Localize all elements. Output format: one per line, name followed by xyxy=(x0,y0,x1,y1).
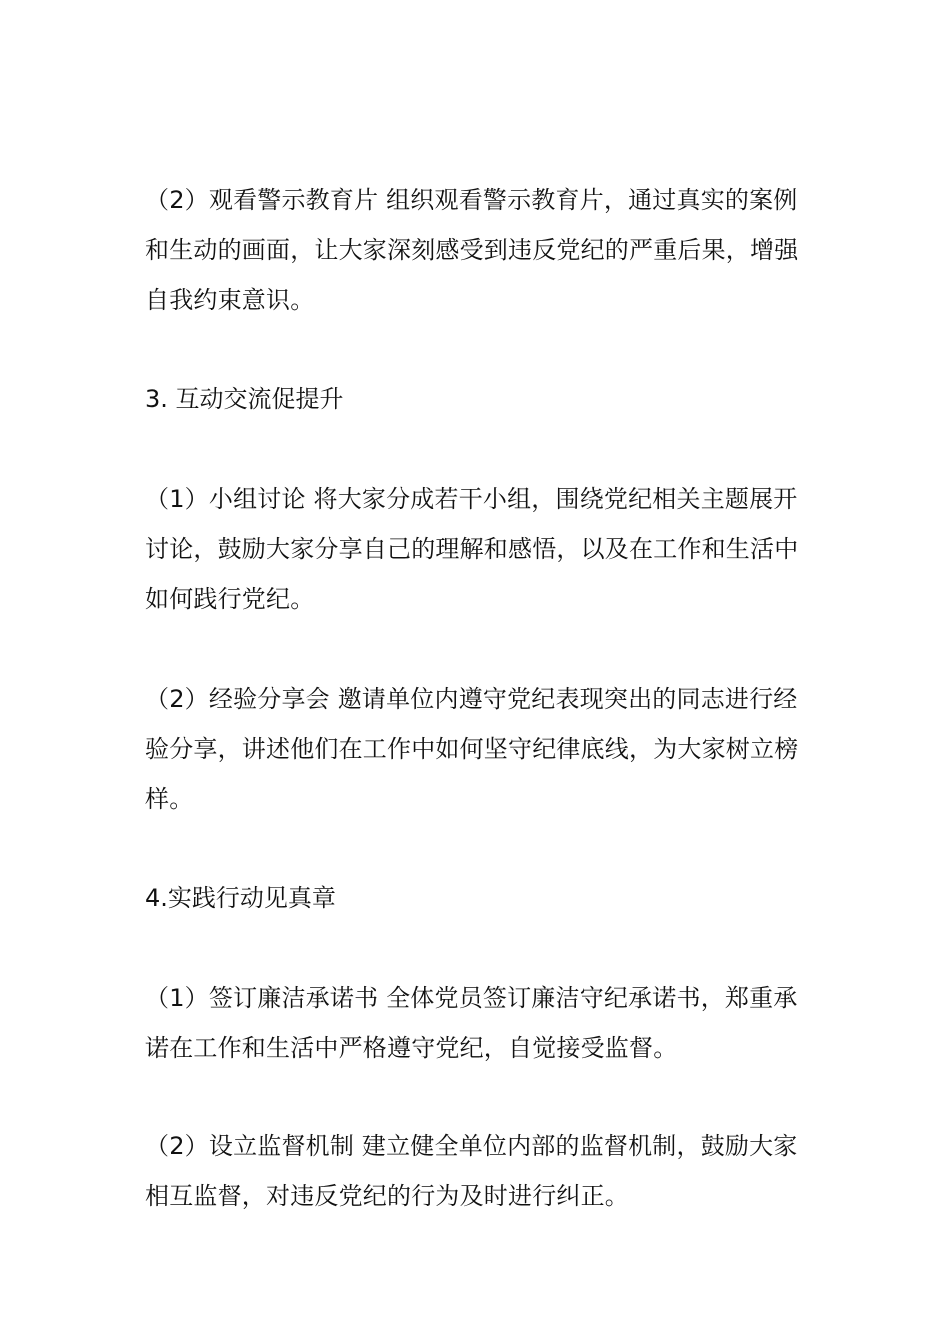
paragraph-line: （1）小组讨论 将大家分成若干小组，围绕党纪相关主题展开 xyxy=(145,485,798,513)
paragraph-line: 验分享，讲述他们在工作中如何坚守纪律底线，为大家树立榜 xyxy=(145,735,799,763)
paragraph-line: 自我约束意识。 xyxy=(145,286,315,314)
paragraph-line: （2）经验分享会 邀请单位内遵守党纪表现突出的同志进行经 xyxy=(145,685,798,713)
paragraph-watch-warning-film xyxy=(145,175,810,325)
paragraph-line: 如何践行党纪。 xyxy=(145,585,315,613)
paragraph-line: 和生动的画面，让大家深刻感受到违反党纪的严重后果，增强 xyxy=(145,236,799,264)
paragraph-supervision-mechanism xyxy=(145,1121,810,1221)
paragraph-line: （1）签订廉洁承诺书 全体党员签订廉洁守纪承诺书，郑重承 xyxy=(145,984,798,1012)
paragraph-line: 诺在工作和生活中严格遵守党纪，自觉接受监督。 xyxy=(145,1034,678,1062)
paragraph-integrity-pledge xyxy=(145,973,810,1073)
section-heading-interactive-exchange: 3. 互动交流促提升 xyxy=(145,385,344,413)
paragraph-line: （2）设立监督机制 建立健全单位内部的监督机制，鼓励大家 xyxy=(145,1132,798,1160)
paragraph-experience-sharing xyxy=(145,674,810,824)
paragraph-line: 相互监督，对违反党纪的行为及时进行纠正。 xyxy=(145,1182,629,1210)
paragraph-group-discussion xyxy=(145,474,810,624)
section-heading-practical-action: 4.实践行动见真章 xyxy=(145,884,336,912)
paragraph-line: 样。 xyxy=(145,785,194,813)
paragraph-line: 讨论，鼓励大家分享自己的理解和感悟，以及在工作和生活中 xyxy=(145,535,799,563)
paragraph-line: （2）观看警示教育片 组织观看警示教育片，通过真实的案例 xyxy=(145,186,798,214)
